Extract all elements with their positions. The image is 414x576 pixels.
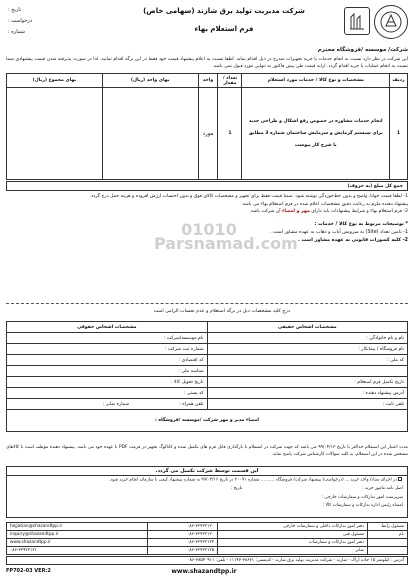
contractor-info-table	[6, 321, 408, 432]
col-legal-persons: مشخصات اشخاص حقوقی	[7, 322, 208, 333]
contact-name: نمابر	[218, 547, 368, 555]
website-link[interactable]: www.shazandtpp.ir	[171, 568, 237, 575]
internal-row-4: امضاء رئیس اداره تدارکات و سفارشات کالا :	[322, 503, 403, 508]
sum-in-words-field[interactable]: جمع کل مبلغ (به حروف)	[6, 181, 408, 191]
power-plant-logo-icon	[344, 7, 370, 35]
signature-field[interactable]: امضاء مدیر و مهر شرکت /موسسه /فروشگاه :	[7, 410, 408, 432]
col-total: بهای مجموع (ریال)	[7, 74, 103, 88]
row-unit: مورد	[198, 88, 218, 180]
contact-label: نام	[368, 531, 408, 539]
fax-field[interactable]: شماره نمابر :	[103, 401, 130, 407]
col-unit: واحد	[198, 74, 218, 88]
company-logo-icon	[374, 5, 408, 39]
table-row	[7, 523, 408, 531]
intro-text: این شرکت در نظر دارد نسبت به انجام خدمات یا خرید تجهیزات مندرج در ذیل اقدام نماید. لطفا نسبت به اعلام پیشنهاد قیمت خود فقط در این برگه اقدام نمایید. لذا در صورت پذیرفته شدن قیمت پیشنهادی شما نسبت به انجام عملیات یا خرید اقدام گردد. ارایه قیمت طی پیش فاکتور به تنهایی مورد قبول نمی باشد.	[6, 57, 408, 69]
col-unit-price: بهای واحد (ریال)	[102, 74, 198, 88]
row-number: 1	[390, 88, 408, 180]
table-row	[7, 539, 408, 547]
contact-phone: ۰۸۶-۳۲۹۲۲۱۲۰	[148, 523, 218, 531]
real-fullname-field[interactable]: نام و نام خانوادگی :	[207, 333, 407, 344]
internal-row-3: سرپرست امور تدارکات و سفارشات خارجی :	[321, 494, 403, 500]
real-empty-field[interactable]	[207, 366, 407, 377]
legal-national-id-field[interactable]: شناسه ملی :	[7, 366, 208, 377]
contact-name: مسئول فنی	[218, 531, 368, 539]
contact-email-link[interactable]: hojjatian@shazandtpp.ir	[7, 523, 148, 531]
date-field-label: تاریخ :	[8, 7, 22, 13]
note-highlight: مهر و امضاء	[281, 209, 310, 214]
row-unit-price-input[interactable]	[102, 88, 198, 180]
col-real-persons: مشخصات اشخاص حقیقی	[207, 322, 407, 333]
col-row: ردیف	[390, 74, 408, 88]
validity-footnote: مدت اعتبار این استعلام حداکثر تا تاریخ ۹۹/۰۴/۱۳ می باشد که جهت شرکت در استعلام با بارگذاری فایل فرم های تکمیل شده و کاتالوگ تجهیز در فرمت PDF با عهده خود می باشد. پیشنهاد دهنده موظف است با کالاهای مشخص شده در این استعلام، به کلیه سوالات کارشناس شرکت پاسخ نماید.	[6, 445, 409, 457]
internal-title: این قسمت توسط شرکت تکمیل می گردد.	[7, 467, 407, 476]
note-2: 2- فرم استعلام بهاء و شرایط پیشنهادات باید دارای مهر و امضاء آن شرکت باشد.	[249, 209, 408, 214]
legal-regno-field[interactable]: شماره ثبت شرکت :	[7, 344, 208, 355]
col-desc: مشخصات و نوع کالا / خدمات مورد استعلام	[242, 74, 390, 88]
address-field[interactable]: آدرس پیشنهاد دهنده :	[207, 388, 407, 399]
row-qty: 1	[218, 88, 242, 180]
number-field-label: شماره :	[8, 29, 25, 35]
row-total-input[interactable]	[7, 88, 103, 180]
contact-table	[6, 522, 408, 555]
form-title: فرم استعلام بهاء	[194, 25, 254, 33]
items-table-header	[7, 74, 408, 88]
phone-field[interactable]: تلفن ثابت :	[207, 399, 407, 410]
notes-section	[6, 194, 408, 217]
contact-label	[368, 547, 408, 555]
table-row	[7, 547, 408, 555]
col-qty: تعداد / مقدار	[218, 74, 242, 88]
contact-label: مسئول رابط	[368, 523, 408, 531]
contact-name: دفتر امور تدارکات و سفارشات	[218, 539, 368, 547]
legal-company-field[interactable]: نام موسسه/شرکت :	[7, 333, 208, 344]
contact-name: دفتر امور تدارکات داخلی و سفارشات خارجی	[218, 523, 368, 531]
divider	[6, 303, 408, 304]
form-date-field[interactable]: تاریخ تکمیل فرم استعلام :	[207, 377, 407, 388]
extra-line-2: 2- کلیه کسورات قانونی به عهده مشاور است .	[297, 238, 408, 243]
internal-row-2: اصل نامه مامور خرید :	[362, 486, 403, 491]
form-header	[4, 3, 410, 41]
company-name: شرکت مدیریت تولید برق شازند (سهامی خاص)	[143, 7, 305, 15]
watermark: 01010 Parsnamad.com	[154, 220, 298, 253]
row-description: انجام خدمات مشاوره در خصوص رفع اشکال و طراحی جدید برای سیستم گرمایش و سرمایش ساختمان شماره 3 مطابق با شرح کار پیوست	[242, 88, 390, 180]
inquiry-form-page	[4, 3, 410, 573]
note-1b: پیشنهاد دهنده ملزم به رعایت دقیق مشخصات اعلام شده در فرم استعلام بهاء می باشد.	[241, 201, 408, 207]
note-1: 1- لطفا قیمت خوانا، واضح و بدون خط‌خوردگی نوشته شود. ضمنا قیمت فقط برای تجهیز و مشخصات کالای فوق و بدون احتساب ارزش افزوده و هزینه حمل درج گردد.	[89, 194, 408, 199]
contact-phone: ۰۸۶-۳۲۹۲۲۱۲۰	[148, 531, 218, 539]
table-row	[7, 88, 408, 180]
contractor-intro: درج کلیه مشخصات ذیل در برگه استعلام و عدم تحساب الزامی است	[153, 309, 290, 314]
internal-date: تاریخ :	[230, 486, 243, 491]
form-code: FP702-03 VER:2	[6, 568, 51, 574]
checkbox-icon[interactable]	[398, 477, 402, 481]
contact-phone: ۰۸۶-۳۲۹۲۲۱۲۴	[148, 539, 218, 547]
real-nationalcode-field[interactable]: کد ملی :	[207, 355, 407, 366]
legal-economic-code-field[interactable]: کد اقتصادی :	[7, 355, 208, 366]
request-field-label: درخواست :	[8, 18, 33, 24]
items-table	[6, 73, 408, 180]
company-address: آدرس : کیلومتر ۱۵ جاده اراک - شازند - شرکت مدیریت تولید برق شازند - کدپستی: ۳۸۶۷۱-۱۱۱۴۷ - تلفن: ۳۸۵۴۰۹۱۱-۰۸۶	[6, 556, 408, 565]
contact-fax: ۰۸۶-۳۲۹۲۲۱۲۱	[7, 547, 148, 555]
contact-label	[368, 539, 408, 547]
delivery-date-field[interactable]: تاریخ تحویل کالا :	[7, 377, 208, 388]
greeting: شرکت/ موسسه /فروشگاه محترم	[317, 47, 408, 53]
table-row	[7, 531, 408, 539]
real-shop-field[interactable]: نام فروشگاه / پیمانکار :	[207, 344, 407, 355]
internal-row-1: در اجرای ستاد/ واحد خرید ... (درخواست) پیشنهاد شرکت/ فروشگاه .......... شماره ۲۰۰۹۱ در تاریخ ۹۹/۰۴/۱۶ به شماره پیشنهاد کیفی با سازمان انجام خرید شود.	[109, 477, 397, 483]
internal-use-box	[6, 466, 408, 518]
extra-line-1: 1- تامین تعداد (Site) به سرویس آیاب و ذهاب به عهده مشاور است .	[269, 230, 408, 235]
contact-email-link[interactable]: inquiry@shazandtpp.ir	[7, 531, 148, 539]
contact-phone: ۰۸۶-۳۲۹۲۲۱۲۵	[148, 547, 218, 555]
postal-code-field[interactable]: کد پستی :	[7, 388, 208, 399]
mobile-field[interactable]: تلفن همراه :	[179, 401, 204, 407]
extra-title: * توضیحات مربوط به نوع کالا / خدمات :	[314, 222, 408, 227]
contact-website-link[interactable]: www.shazandtpp.ir	[7, 539, 148, 547]
